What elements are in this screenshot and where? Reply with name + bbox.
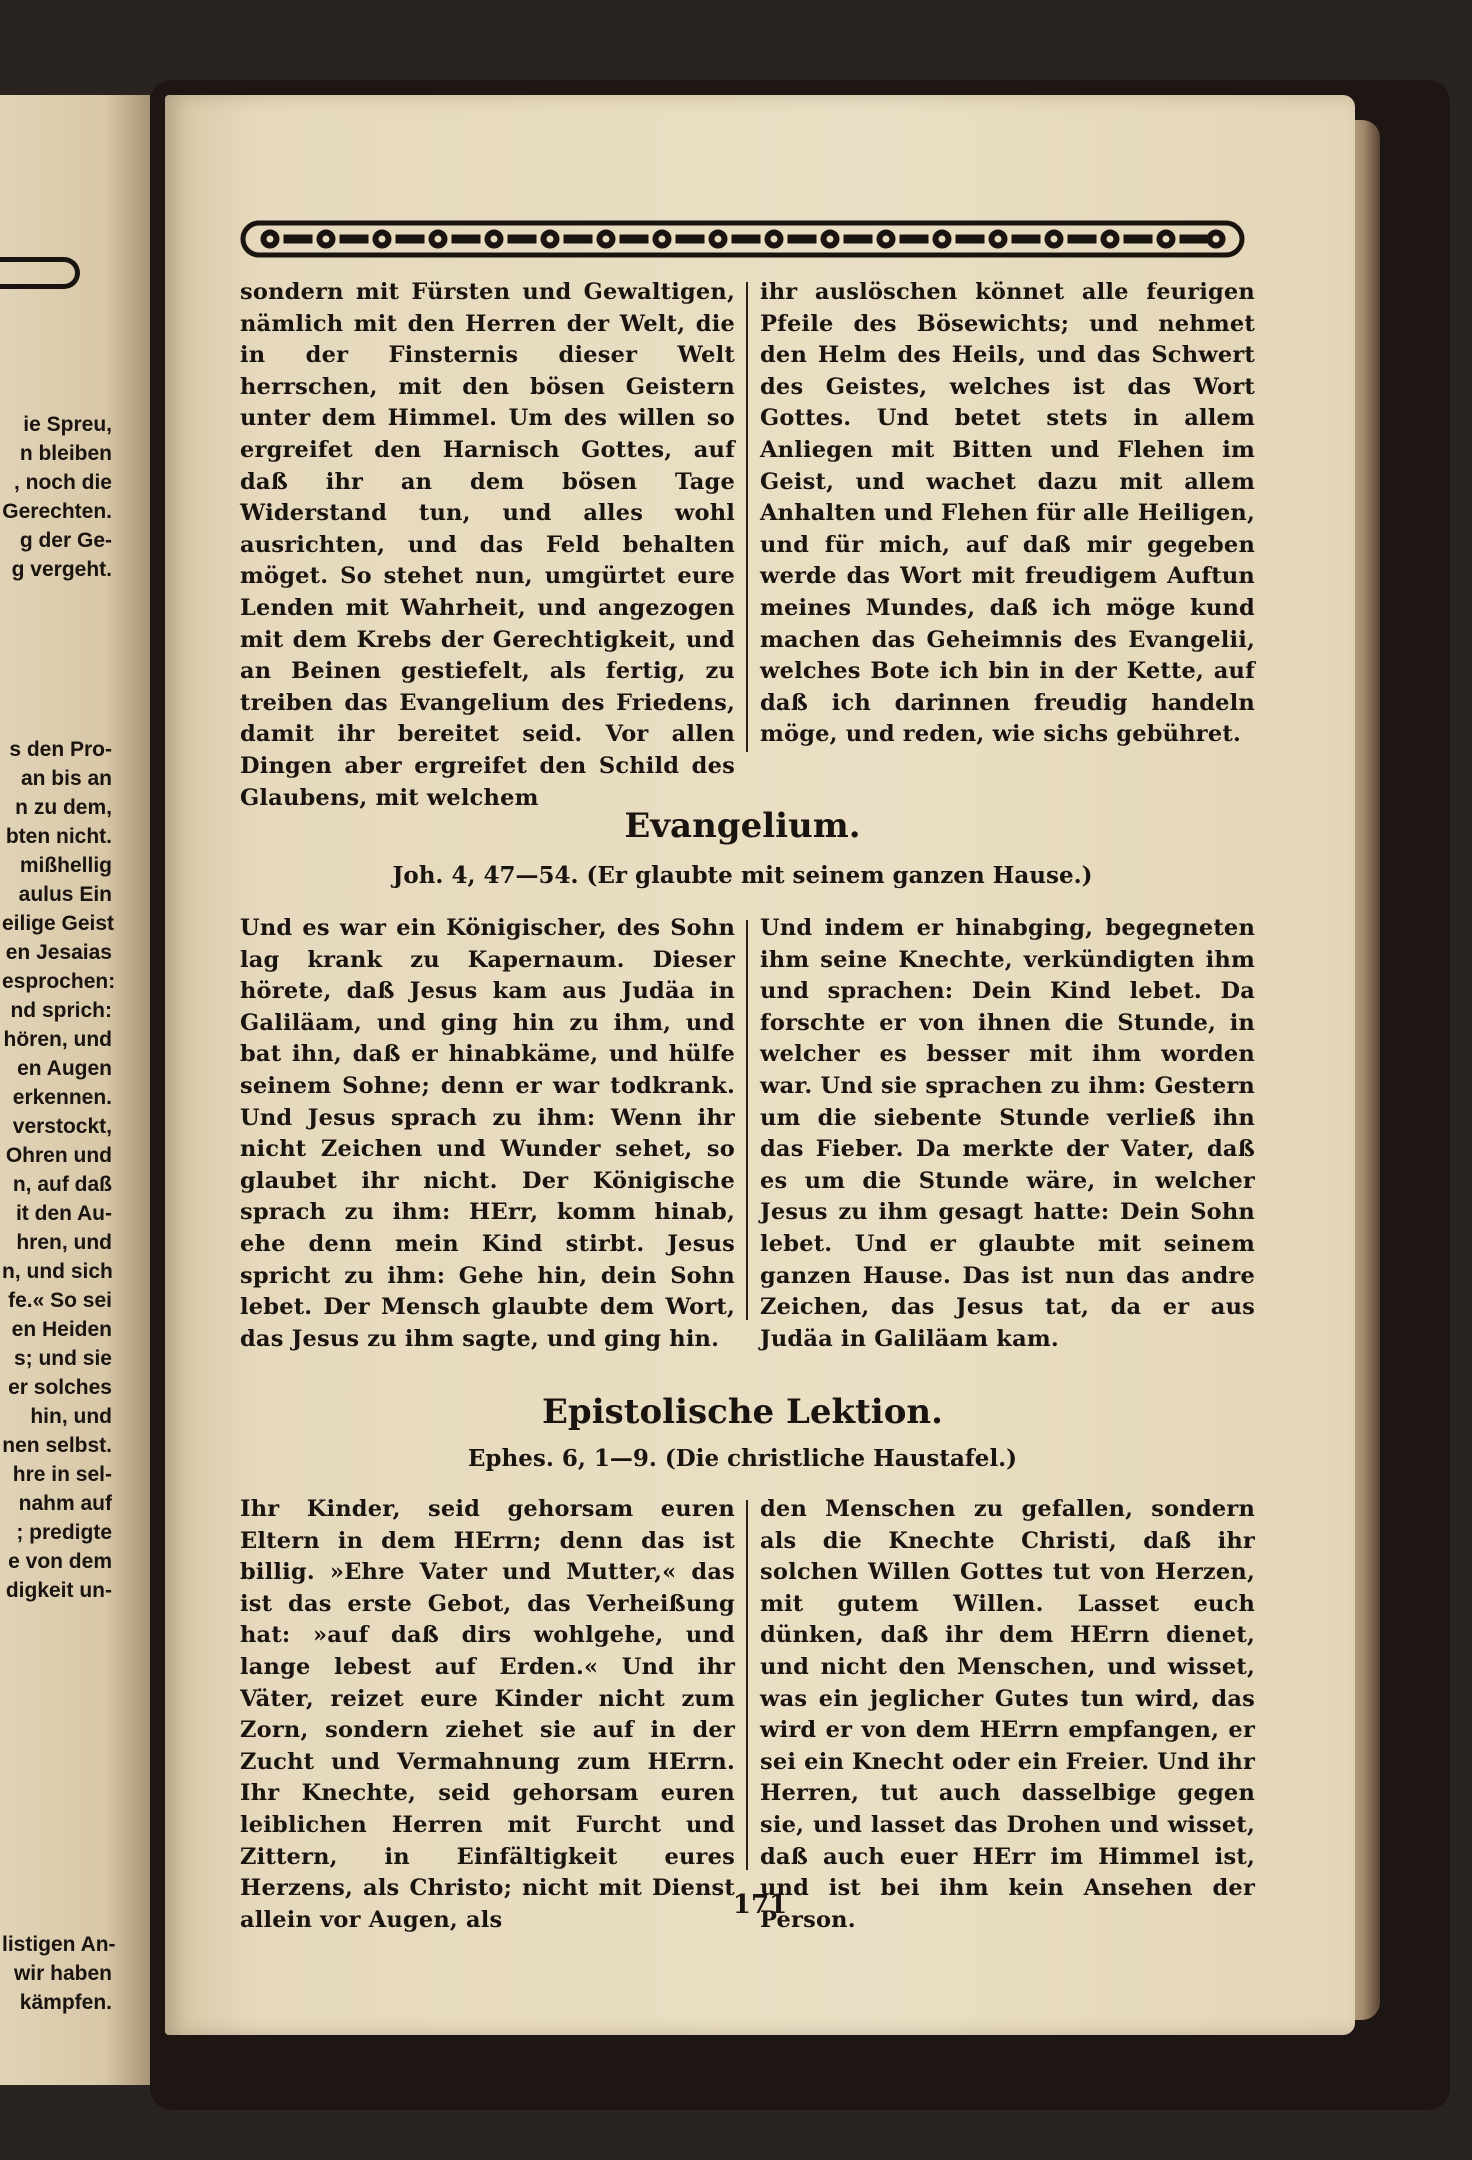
flower-icon: [317, 230, 335, 248]
left-page: [0, 95, 150, 2085]
flower-icon: [989, 230, 1007, 248]
flower-icon: [821, 230, 839, 248]
flower-icon: [765, 230, 783, 248]
left-page-text-1: ie Spreu, n bleiben , noch die Gerechten. g der Ge- g vergeht.: [2, 413, 112, 581]
epistle-left-column: [240, 277, 735, 814]
epistle-left-text: sondern mit Fürsten und Gewaltigen, nämlich mit den Herren der Welt, die in der Finsternis dieser Welt herrschen, mit den bösen Geistern unter dem Himmel. Um des willen so ergreifet den Harnisch Gottes, auf daß ihr an dem bösen Tage Widerstand tun, und alles wohl ausrichten, und das Feld behalten möget. So stehet nun, umgürtet eure Lenden mit Wahrheit, und angezogen mit dem Krebs der Gerechtigkeit, und an Beinen gestiefelt, als fertig, zu treiben das Evangelium des Friedens, damit ihr bereitet seid. Vor allen Dingen aber ergreifet den Schild des Glaubens, mit welchem: [240, 279, 735, 811]
flower-icon: [485, 230, 503, 248]
lektion-left-column: [240, 1494, 735, 1936]
left-ornament: [0, 257, 80, 289]
flower-icon: [1207, 230, 1225, 248]
evangelium-left-column: [240, 913, 735, 1355]
evangelium-right-column: [760, 913, 1255, 1355]
epistle-right-column: [760, 277, 1255, 751]
flower-icon: [373, 230, 391, 248]
flower-icon: [1157, 230, 1175, 248]
flower-icon: [1045, 230, 1063, 248]
column-divider: [746, 1500, 748, 1870]
evangelium-left-text: Und es war ein Königischer, des Sohn lag krank zu Kapernaum. Dieser hörete, daß Jesus kam aus Judäa in Galiläam, und ging hin zu ihm, und bat ihn, daß er hinabkäme, und hülfe seinem Sohne; denn er war todkrank. Und Jesus sprach zu ihm: Wenn ihr nicht Zeichen und Wunder sehet, so glaubet ihr nicht. Der Königische sprach zu ihm: HErr, komm hinab, ehe denn mein Kind stirbt. Jesus spricht zu ihm: Gehe hin, dein Sohn lebet. Der Mensch glaubte dem Wort, das Jesus zu ihm sagte, und ging hin.: [240, 915, 735, 1352]
column-divider: [746, 920, 748, 1320]
flower-icon: [709, 230, 727, 248]
evangelium-right-text: Und indem er hinabging, begegneten ihm seine Knechte, verkündigten ihm und sprachen: Dein Kind lebet. Da forschte er von ihnen die Stunde, in welcher es besser mit ihm worden war. Und sie sprachen zu ihm: Gestern um die siebente Stunde verließ ihn das Fieber. Da merkte der Vater, daß es um die Stunde wäre, in welcher Jesus zu ihm gesagt hatte: Dein Sohn lebet. Und er glaubte mit seinem ganzen Hause. Das ist nun das andre Zeichen, das Jesus tat, da er aus Judäa in Galiläam kam.: [760, 915, 1255, 1352]
left-page-text-2: s den Pro- an bis an n zu dem, bten nicht. mißhellig aulus Ein eilige Geist en Jesaias esprochen: nd sprich: hören, und en Augen erkennen. verstockt, Ohren und n, auf daß it den Au- hren, und n, und sich fe.« So sei en Heiden s; und sie er solches hin, und nen selbst. hre in sel- nahm auf ; predigte e von dem digkeit un-: [2, 738, 116, 1602]
flower-icon: [597, 230, 615, 248]
lektion-left-text: Ihr Kinder, seid gehorsam euren Eltern in dem HErrn; denn das ist billig. »Ehre Vater und Mutter,« das ist das erste Gebot, das Verheißung hat: »auf daß dirs wohlgehe, und lange lebest auf Erden.« Und ihr Väter, reizet eure Kinder nicht zum Zorn, sondern ziehet sie auf in der Zucht und Vermahnung zum HErrn. Ihr Knechte, seid gehorsam euren leiblichen Herren mit Furcht und Zittern, in Einfältigkeit eures Herzens, als Christo; nicht mit Dienst allein vor Augen, als: [240, 1496, 735, 1933]
evangelium-reference: Joh. 4, 47—54. (Er glaubte mit seinem ganzen Hause.): [392, 862, 1093, 889]
lektion-heading: Epistolische Lektion.: [542, 1392, 943, 1432]
lektion-reference: Ephes. 6, 1—9. (Die christliche Haustafel.): [467, 1445, 1018, 1472]
left-page-text-3: listigen An- wir haben kämpfen.: [2, 1933, 116, 2014]
flower-icon: [877, 230, 895, 248]
ornament-border: [240, 220, 1245, 258]
lektion-right-column: [760, 1494, 1255, 1936]
flower-icon: [933, 230, 951, 248]
flower-icon: [261, 230, 279, 248]
epistle-right-text: ihr auslöschen könnet alle feurigen Pfeile des Bösewichts; und nehmet den Helm des Heils, und das Schwert des Geistes, welches ist das Wort Gottes. Und betet stets in allem Anliegen mit Bitten und Flehen im Geist, und wachet dazu mit allem Anhalten und Flehen für alle Heiligen, und für mich, auf daß mir gegeben werde das Wort mit freudigem Auftun meines Mundes, daß ich möge kund machen das Geheimnis des Evangelii, welches Bote ich bin in der Kette, auf daß ich darinnen freudig handeln möge, und reden, wie sichs gebühret.: [760, 279, 1255, 748]
flower-icon: [653, 230, 671, 248]
evangelium-heading: Evangelium.: [624, 806, 861, 846]
flower-icon: [541, 230, 559, 248]
page-number: 171: [732, 1890, 788, 1920]
lektion-right-text: den Menschen zu gefallen, sondern als die Knechte Christi, daß ihr solchen Willen Gottes tut von Herzen, mit gutem Willen. Lasset euch dünken, daß ihr dem HErrn dienet, und nicht den Menschen, und wisset, was ein jeglicher Gutes tun wird, das wird er von dem HErrn empfangen, er sei ein Knecht oder ein Freier. Und ihr Herren, tut auch dasselbige gegen sie, und lasset das Drohen und wisset, daß auch euer HErr im Himmel ist, und ist bei ihm kein Ansehen der Person.: [760, 1496, 1255, 1933]
flower-icon: [1101, 230, 1119, 248]
column-divider: [746, 282, 748, 752]
flower-icon: [429, 230, 447, 248]
